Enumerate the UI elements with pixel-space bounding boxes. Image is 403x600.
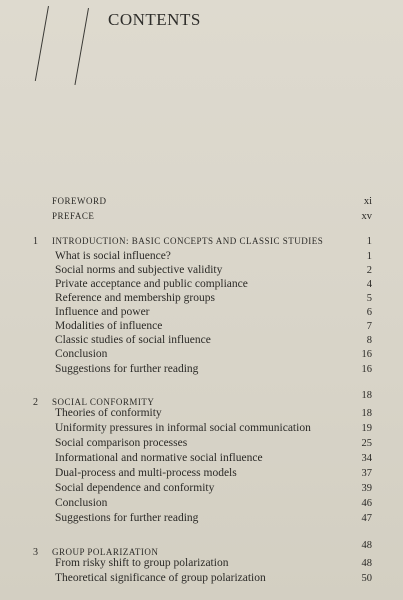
toc-page-number: 1 [366, 236, 372, 247]
toc-section-label: Theoretical significance of group polarization [55, 572, 266, 584]
toc-section [0, 556, 403, 571]
toc-page-number: 48 [361, 558, 372, 569]
toc-section-label: Suggestions for further reading [55, 512, 199, 524]
toc-section [0, 319, 403, 334]
toc-section [0, 406, 403, 421]
toc-section [0, 436, 403, 451]
toc-page-number: 7 [366, 321, 372, 332]
toc-entry-label: FOREWORD [52, 196, 107, 206]
toc-page-number: 6 [366, 307, 372, 318]
toc-page-number: 50 [361, 573, 372, 584]
toc-page-number: 2 [366, 265, 372, 276]
toc-page-number: 4 [366, 279, 372, 290]
toc-section-label: Social dependence and conformity [55, 482, 215, 494]
toc-page-number: 1 [366, 251, 372, 262]
toc-section [0, 347, 403, 362]
toc-section [0, 305, 403, 320]
toc-section [0, 481, 403, 496]
toc-section-label: Uniformity pressures in informal social communication [55, 422, 311, 434]
toc-page-number: 48 [361, 540, 372, 551]
chapter-number: 1 [33, 236, 38, 247]
toc-section [0, 263, 403, 278]
toc-section-label: Private acceptance and public compliance [55, 278, 248, 290]
toc-section [0, 362, 403, 377]
toc-page-number: 37 [361, 468, 372, 479]
toc-page-number: xv [361, 211, 372, 222]
toc-section [0, 466, 403, 481]
toc-section-label: Influence and power [55, 306, 150, 318]
toc-section [0, 421, 403, 436]
toc-section-label: Theories of conformity [55, 407, 162, 419]
toc-section-label: From risky shift to group polarization [55, 557, 229, 569]
toc-page-number: 25 [361, 438, 372, 449]
toc-page-number: 19 [361, 423, 372, 434]
toc-section-label: Conclusion [55, 497, 108, 509]
decorative-stroke-right [74, 8, 89, 85]
toc-section [0, 511, 403, 526]
chapter-title: INTRODUCTION: BASIC CONCEPTS AND CLASSIC STUDIES [52, 236, 324, 246]
toc-section [0, 571, 403, 586]
toc-section [0, 333, 403, 348]
toc-section-label: Conclusion [55, 348, 108, 360]
toc-page-number: 16 [361, 364, 372, 375]
toc-section-label: Classic studies of social influence [55, 334, 211, 346]
chapter-number: 2 [33, 397, 38, 408]
toc-section-label: What is social influence? [55, 250, 171, 262]
page-title: CONTENTS [108, 10, 201, 29]
toc-section [0, 277, 403, 292]
toc-entry-label: PREFACE [52, 211, 95, 221]
toc-section-label: Reference and membership groups [55, 292, 215, 304]
decorative-stroke-left [35, 6, 49, 81]
toc-page-number: 18 [361, 390, 372, 401]
toc-section-label: Social norms and subjective validity [55, 264, 223, 276]
toc-section [0, 291, 403, 306]
chapter-number: 3 [33, 547, 38, 558]
toc-section [0, 496, 403, 511]
toc-page-number: 8 [366, 335, 372, 346]
toc-section [0, 249, 403, 264]
toc-section-label: Suggestions for further reading [55, 363, 199, 375]
toc-page-number: 46 [361, 498, 372, 509]
toc-page-number: 16 [361, 349, 372, 360]
toc-section [0, 451, 403, 466]
toc-page-number: 39 [361, 483, 372, 494]
toc-section-label: Modalities of influence [55, 320, 163, 332]
toc-section-label: Social comparison processes [55, 437, 188, 449]
toc-entry-preface [0, 209, 403, 224]
toc-chapter-1 [0, 234, 403, 249]
toc-page-number: 47 [361, 513, 372, 524]
toc-page-number: xi [363, 196, 372, 207]
toc-page-number: 5 [366, 293, 372, 304]
toc-entry-foreword [0, 194, 403, 209]
toc-page-number: 34 [361, 453, 372, 464]
chapter-title: GROUP POLARIZATION [52, 547, 159, 557]
toc-section-label: Informational and normative social influence [55, 452, 263, 464]
toc-section-label: Dual-process and multi-process models [55, 467, 237, 479]
chapter-title: SOCIAL CONFORMITY [52, 397, 155, 407]
toc-page-number: 18 [361, 408, 372, 419]
